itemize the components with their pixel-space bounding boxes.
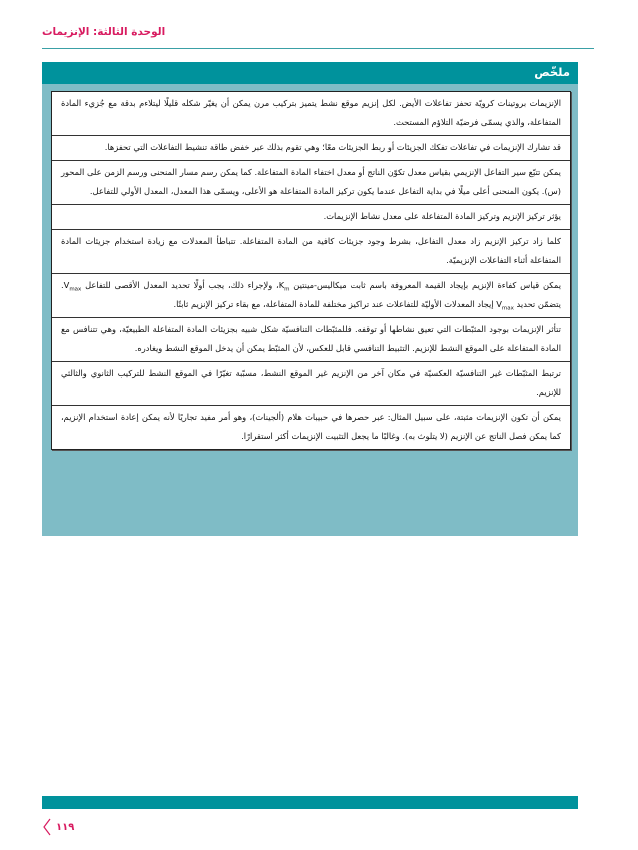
vmax-subscript: max [501, 305, 514, 312]
page-number: ١١٩ [56, 821, 75, 833]
row-text: إيجاد المعدلات الأوليّة للتفاعلات عند تراكيز مختلفة للمادة المتفاعلة، مع بقاء تركيز الإنزيم ثابتًا. [173, 299, 497, 309]
footer-bar [42, 796, 578, 809]
row-text: يمكن قياس كفاءة الإنزيم بإيجاد القيمة المعروفة باسم ثابت ميكاليس-مينتين K [278, 280, 561, 290]
summary-row: الإنزيمات بروتينات كرويّة تحفز تفاعلات الأيض. لكل إنزيم موقع نشط يتميز بتركيب مرن يمكن أن يغيّر شكله قليلًا ليتلاءم بدقة مع جُزيء المادة المتفاعلة، والذي يسمّى فرضيّة التلاؤم المستحث. [52, 92, 570, 136]
summary-row: ترتبط المثبّطات غير التنافسيّة العكسيّة في مكان آخر من الإنزيم غير الموقع النشط، مسبّبة تغيّرًا في الموقع النشط للتركيب الثانوي والثالثي للإنزيم. [52, 362, 570, 406]
summary-title-bar [42, 62, 578, 84]
summary-row-kinetics [52, 274, 570, 318]
chevron-left-icon [42, 818, 52, 836]
summary-row: يؤثر تركيز الإنزيم وتركيز المادة المتفاعلة على معدل نشاط الإنزيمات. [52, 205, 570, 230]
page-number-block [42, 818, 74, 836]
row-text: . يتضمّن تحديد V [61, 280, 561, 309]
row-text: ، ولإجراء ذلك، يجب أولًا تحديد المعدل الأقصى للتفاعل V [63, 280, 279, 290]
vmax-subscript: max [69, 286, 82, 293]
page-header [42, 26, 594, 48]
summary-row: يمكن تتبّع سير التفاعل الإنزيمي بقياس معدل تكوّن الناتج أو معدل اختفاء المادة المتفاعلة. كما يمكن رسم مسار المنحنى ورسم الزمن على المحور (س). يكون المنحنى أعلى ميلًا في بداية التفاعل عندما يكون تركيز المادة المتفاعلة هو الأعلى، ويسمّى هذا المعدل، المعدل الأولي للتفاعل. [52, 161, 570, 205]
summary-table [51, 91, 571, 450]
km-subscript: m [284, 286, 290, 293]
summary-row: تتأثر الإنزيمات بوجود المثبّطات التي تعيق نشاطها أو توقفه. فللمثبّطات التنافسيّة شكل شبيه بجزيئات المادة المتفاعلة الطبيعيّة، وهي تتنافس مع المادة المتفاعلة على الموقع النشط للإنزيم. التثبيط التنافسي قابل للعكس، لأن المثبّط يمكن أن يدخل الموقع النشط ويغادره. [52, 318, 570, 362]
summary-row: قد تشارك الإنزيمات في تفاعلات تفكك الجزيئات أو ربط الجزيئات معًا؛ وهي تقوم بذلك عبر خفض طاقة تنشيط التفاعلات التي تحفزها. [52, 136, 570, 161]
summary-row: كلما زاد تركيز الإنزيم زاد معدل التفاعل، بشرط وجود جزيئات كافية من المادة المتفاعلة. تتباطأ المعدلات مع زيادة استخدام جزيئات المادة المتفاعلة أثناء التفاعلات الإنزيميّة. [52, 230, 570, 274]
summary-box [42, 62, 578, 536]
header-divider [42, 48, 594, 49]
summary-row: يمكن أن تكون الإنزيمات مثبتة، على سبيل المثال: عبر حصرها في حبيبات هلام (ألجينات)، وهو أمر مفيد تجاريًا لأنه يمكن إعادة استخدام الإنزيم، كما يمكن فصل الناتج عن الإنزيم (لا يتلوث به). وغالبًا ما يجعل التثبيت الإنزيمات أكثر استقرارًا. [61, 412, 561, 441]
unit-title: الوحدة الثالثة: الإنزيمات [42, 26, 166, 38]
summary-title: ملخّص [534, 65, 570, 79]
